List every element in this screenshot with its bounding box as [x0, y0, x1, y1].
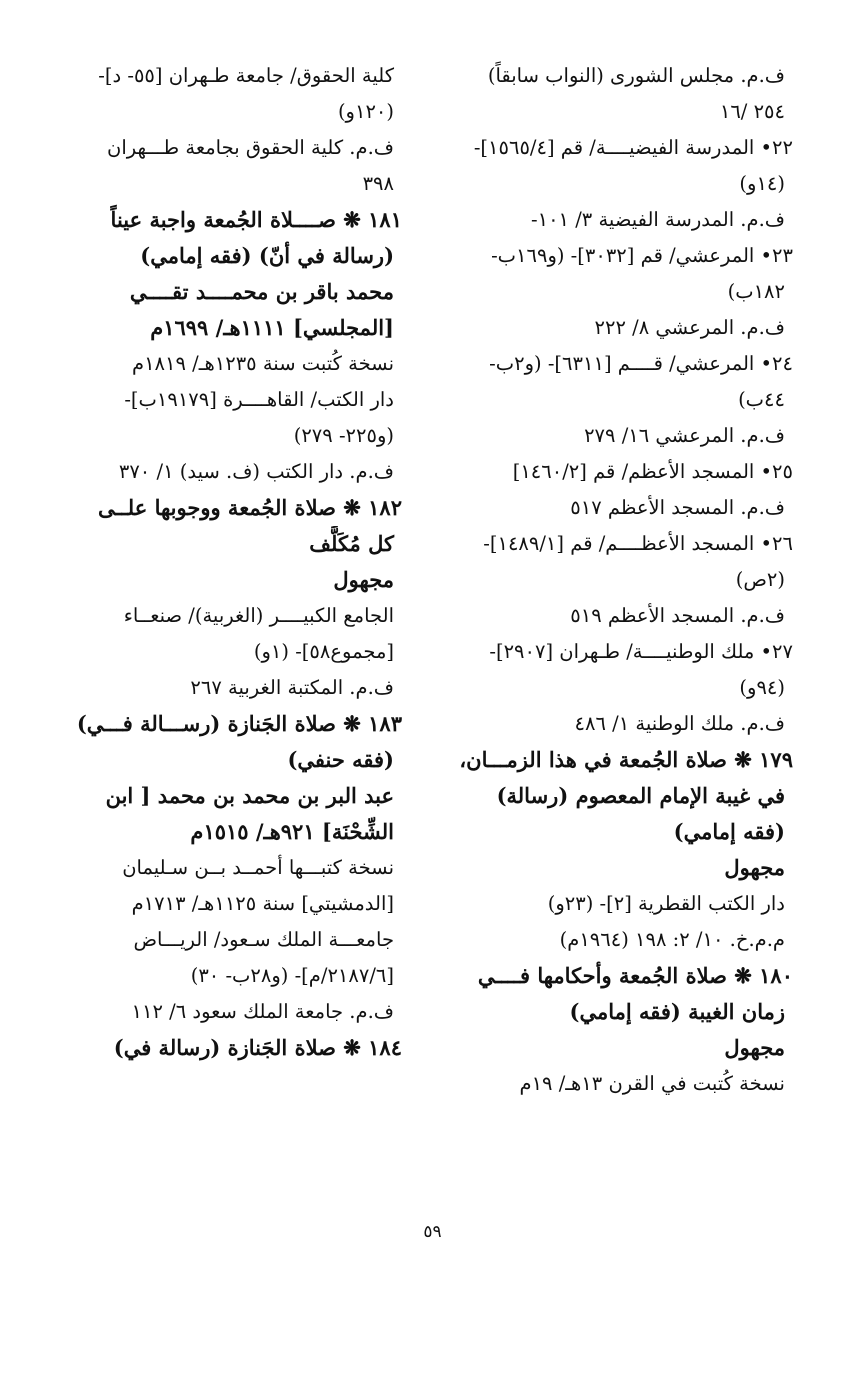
entry-text-line: ٢٦• المسجد الأعظــــم/ قم [١٤٨٩/١]-	[483, 532, 793, 555]
entry-text-line: ١٨٢ب)	[727, 280, 785, 303]
entry-text-line: ٢٣• المرعشي/ قم [٣٠٣٢]- (و١٦٩ب-	[491, 244, 793, 267]
entry-text-line: [الدمشيتي] سنة ١١٢٥هـ/ ١٧١٣م	[131, 892, 394, 915]
entry-heading-line: الشِّحْنَة] ٩٢١هـ/ ١٥١٥م	[190, 819, 394, 844]
entry-heading-line: كل مُكَلَّف	[309, 531, 394, 556]
entry-text-line: ف.م. دار الكتب (ف. سيد) ١/ ٣٧٠	[118, 460, 394, 483]
entry-heading-line: ١٧٩ ❋ صلاة الجُمعة في هذا الزمـــان،	[459, 747, 793, 772]
entry-heading-line: ١٨٠ ❋ صلاة الجُمعة وأحكامها فــــي	[477, 963, 793, 988]
entry-text-line: ٢٥• المسجد الأعظم/ قم [١٤٦٠/٢]	[512, 460, 793, 483]
entry-text-line: ٢٥٤ /١٦	[719, 100, 785, 123]
entry-heading-line: ١٨٣ ❋ صلاة الجَنازة (رســـالة فـــي)	[76, 711, 402, 736]
entry-text-line: ف.م. المرعشي ١٦/ ٢٧٩	[584, 424, 785, 447]
entry-text-line: نسخة كتبـــها أحمــد بــن سـليمان	[122, 856, 394, 879]
entry-text-line: نسخة كُتبت سنة ١٢٣٥هـ/ ١٨١٩م	[132, 352, 394, 375]
entry-text-line: ف.م. المرعشي ٨/ ٢٢٢	[594, 316, 785, 339]
entry-text-line: ٢٤• المرعشي/ قــــم [٦٣١١]- (و٢ب-	[489, 352, 793, 375]
entry-text-line: [مجموع٥٨]- (١و)	[253, 640, 394, 663]
entry-text-line: ٤٤ب)	[738, 388, 785, 411]
entry-text-line: جامعـــة الملك سـعود/ الريـــاض	[133, 928, 394, 951]
entry-heading-line: [المجلسي] ١١١١هـ/ ١٦٩٩م	[150, 315, 394, 340]
entry-text-line: دار الكتب القطرية [٢]- (٢٣و)	[547, 892, 785, 915]
entry-text-line: ف.م. كلية الحقوق بجامعة طـــهران	[107, 136, 394, 159]
entry-text-line: دار الكتب/ القاهــــرة [١٩١٧٩ب]-	[124, 388, 394, 411]
right-column	[437, 58, 793, 1102]
entry-heading-line: في غيبة الإمام المعصوم (رسالة)	[496, 783, 785, 808]
entry-text-line: ف.م. المسجد الأعظم ٥١٩	[570, 604, 785, 627]
entry-text-line: (١٤و)	[739, 172, 785, 195]
entry-heading-line: مجهول	[724, 855, 785, 880]
entry-heading-line: (رسالة في أنّ) (فقه إمامي)	[140, 243, 394, 268]
entry-text-line: ف.م. مجلس الشورى (النواب سابقاً)	[487, 64, 785, 87]
entry-heading-line: (فقه حنفي)	[287, 747, 394, 772]
entry-heading-line: ١٨٢ ❋ صلاة الجُمعة ووجوبها علــى	[97, 495, 402, 520]
entry-text-line: ف.م. المكتبة الغربية ٢٦٧	[190, 676, 394, 699]
entry-text-line: كلية الحقوق/ جامعة طـهران [٥٥- د]-	[98, 64, 394, 87]
entry-text-line: ٣٩٨	[362, 172, 394, 195]
entry-text-line: نسخة كُتبت في القرن ١٣هـ/ ١٩م	[519, 1072, 785, 1095]
entry-text-line: الجامع الكبيــــر (الغربية)/ صنعــاء	[123, 604, 394, 627]
entry-text-line: (٩٤و)	[739, 676, 785, 699]
left-column	[58, 58, 402, 1066]
entry-heading-line: مجهول	[333, 567, 394, 592]
page-number: ٥٩	[423, 1222, 442, 1242]
entry-text-line: م.م.خ. ١٠/ ٢: ١٩٨ (١٩٦٤م)	[559, 928, 785, 951]
entry-heading-line: عبد البر بن محمد بن محمد [ ابن	[105, 783, 394, 808]
entry-heading-line: ١٨٤ ❋ صلاة الجَنازة (رسالة في)	[113, 1035, 402, 1060]
entry-text-line: (١٢٠و)	[337, 100, 394, 123]
entry-heading-line: مجهول	[724, 1035, 785, 1060]
entry-heading-line: ١٨١ ❋ صــــلاة الجُمعة واجبة عيناً	[110, 207, 402, 232]
entry-text-line: ف.م. جامعة الملك سعود ٦/ ١١٢	[131, 1000, 394, 1023]
entry-text-line: ف.م. ملك الوطنية ١/ ٤٨٦	[574, 712, 785, 735]
entry-text-line: ف.م. المسجد الأعظم ٥١٧	[570, 496, 785, 519]
entry-text-line: (٢ص)	[735, 568, 785, 591]
entry-text-line: (و٢٢٥- ٢٧٩)	[293, 424, 394, 447]
entry-text-line: ف.م. المدرسة الفيضية ٣/ ١٠١-	[531, 208, 785, 231]
entry-text-line: ٢٢• المدرسة الفيضيــــة/ قم [١٥٦٥/٤]-	[473, 136, 793, 159]
entry-heading-line: محمد باقر بن محمــــد تقــــي	[129, 279, 394, 304]
entry-text-line: [٢١٨٧/٦/م]- (و٢٨ب- ٣٠)	[190, 964, 394, 987]
entry-text-line: ٢٧• ملك الوطنيــــة/ طـهران [٢٩٠٧]-	[489, 640, 793, 663]
entry-heading-line: (فقه إمامي)	[673, 819, 785, 844]
entry-heading-line: زمان الغيبة (فقه إمامي)	[569, 999, 785, 1024]
